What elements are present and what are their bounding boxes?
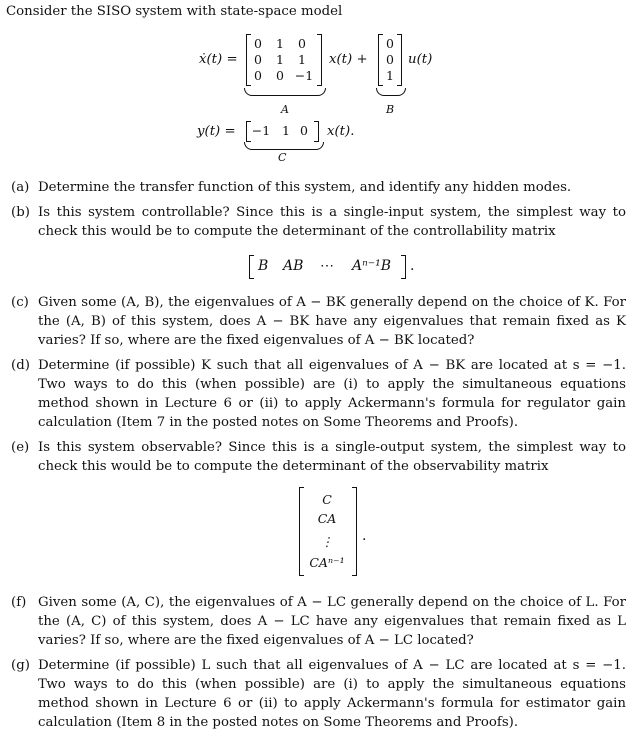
matrix-b-underbrace	[376, 88, 406, 96]
matrix-a-cell: 1	[298, 52, 306, 67]
ctrb-left-bracket	[249, 255, 254, 279]
matrix-a-cell: 0	[254, 52, 262, 67]
matrix-a-label: A	[281, 103, 289, 116]
matrix-c-right-bracket	[314, 121, 319, 142]
ctrb-entry: ⋯	[320, 258, 334, 274]
matrix-a-cell: 1	[276, 36, 284, 51]
matrix-b-label: B	[386, 103, 395, 116]
part-label: (b)	[11, 205, 30, 220]
matrix-c-underbrace	[244, 142, 324, 150]
part-text: Determine the transfer function of this system, and identify any hidden modes.	[38, 180, 572, 195]
ctrb-entry: B	[258, 258, 269, 274]
part-text: Given some (A, B), the eigenvalues of A − BK generally depend on the choice of K. For the (A, B) of this system, does A − BK have any eigenvalues that remain fixed as K varies? If so, where are the fixed eigenvalues of A − BK located?	[38, 295, 626, 348]
matrix-c-label: C	[278, 151, 287, 164]
output-eq-rhs: x(t).	[327, 124, 355, 139]
matrix-b-cell: 0	[386, 36, 394, 51]
state-eq-lhs: ẋ(t) =	[199, 52, 238, 67]
matrix-a-cell: 0	[298, 36, 306, 51]
part-text: Is this system observable? Since this is a single-output system, the simplest way to check this would be to compute the determinant of the observability matrix	[38, 440, 626, 474]
matrix-c-cell: 0	[300, 123, 308, 138]
ctrb-entry: AB	[283, 258, 304, 274]
part-text: Is this system controllable? Since this is a single-input system, the simplest way to check this would be to compute the determinant of the controllability matrix	[38, 205, 626, 239]
obsv-entry: CA	[317, 511, 337, 526]
part-label: (d)	[11, 358, 30, 373]
obsv-entry: C	[322, 492, 332, 507]
matrix-c-cell: −1	[251, 123, 271, 138]
matrix-a-cell: 0	[254, 36, 262, 51]
matrix-b-cell: 1	[386, 68, 394, 83]
part-text: Given some (A, C), the eigenvalues of A − LC generally depend on the choice of L. For the (A, C) of this system, does A − LC have any eigenvalues that remain fixed as L varies? If so, where are the fixed eigenvalues of A − LC located?	[38, 595, 626, 648]
matrix-c-cell: 1	[282, 123, 290, 138]
obsv-entry: ⋮	[320, 534, 334, 549]
matrix-b-cell: 0	[386, 52, 394, 67]
part-text: Determine (if possible) K such that all eigenvalues of A − BK are located at s = −1. Two ways to do this (when possible) are (i) to apply the simultaneous equations method shown in Lecture 6 or (ii) to apply Ackermann's formula for regulator gain calculation (Item 7 in the posted notes on Some Theorems and Proofs).	[38, 358, 626, 430]
part-label: (e)	[11, 440, 30, 455]
part-text: Determine (if possible) L such that all eigenvalues of A − LC are located at s = −1. Two ways to do this (when possible) are (i) to apply the simultaneous equations method shown in Lecture 6 or (ii) to apply Ackermann's formula for estimator gain calculation (Item 8 in the posted notes on Some Theorems and Proofs).	[38, 658, 626, 730]
matrix-a-cell: 0	[276, 68, 284, 83]
matrix-a-right-bracket	[317, 34, 322, 86]
state-eq-mid: x(t) +	[329, 52, 368, 67]
obsv-entry: CAⁿ⁻¹	[309, 555, 345, 570]
ctrb-period: .	[410, 258, 415, 274]
state-eq-rhs: u(t)	[408, 52, 433, 67]
obsv-right-bracket	[352, 487, 357, 576]
output-eq-lhs: y(t) =	[197, 124, 236, 139]
ctrb-entry: Aⁿ⁻¹B	[352, 258, 392, 274]
matrix-a-cell: 1	[276, 52, 284, 67]
part-label: (g)	[11, 658, 30, 673]
matrix-a-underbrace	[244, 88, 326, 96]
part-label: (f)	[11, 595, 27, 610]
matrix-a-cell: −1	[294, 68, 314, 83]
part-label: (c)	[11, 295, 29, 310]
part-label: (a)	[11, 180, 30, 195]
matrix-a-cell: 0	[254, 68, 262, 83]
intro-text: Consider the SISO system with state-space model	[6, 4, 343, 19]
ctrb-right-bracket	[401, 255, 406, 279]
obsv-period: .	[362, 528, 367, 544]
obsv-left-bracket	[299, 487, 304, 576]
